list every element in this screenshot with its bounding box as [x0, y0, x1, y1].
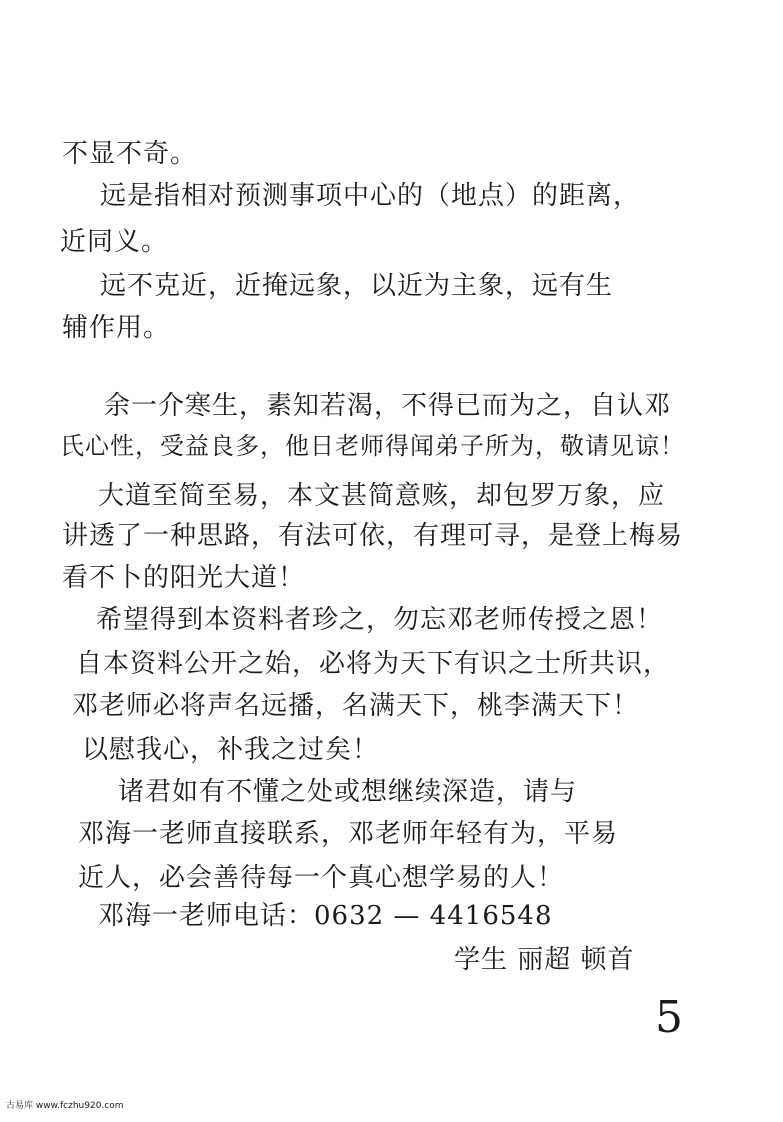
watermark-footer: [6, 1100, 124, 1112]
signature-line: 学生 丽超 顿首: [454, 945, 635, 975]
text-line: 希望得到本资料者珍之，勿忘邓老师传授之恩！: [96, 605, 664, 635]
text-line: 邓海一老师直接联系，邓老师年轻有为，平易: [78, 819, 619, 849]
text-line: 辅作用。: [62, 313, 171, 343]
text-line: 不显不奇。: [62, 139, 198, 169]
text-line: 看不卜的阳光大道！: [62, 563, 306, 593]
page-number: 5: [655, 992, 683, 1043]
text-line: 以慰我心，补我之过矣！: [82, 735, 380, 765]
text-line: 远不克近，近掩远象，以近为主象，远有生: [100, 271, 614, 301]
text-line: 近同义。: [60, 227, 169, 257]
text-line: 自本资料公开之始，必将为天下有识之士所共识，: [76, 649, 671, 679]
phone-line: 邓海一老师电话：0632 — 4416548: [98, 901, 553, 931]
text-line: 余一介寒生，素知若渴，不得已而为之，自认邓: [104, 391, 672, 421]
text-line: 邓老师必将声名远播，名满天下，桃李满天下！: [72, 691, 640, 721]
text-line: 氏心性，受益良多，他日老师得闻弟子所为，敬请见谅！: [60, 432, 685, 460]
text-line: 讲透了一种思路，有法可依，有理可寻，是登上梅易: [62, 521, 684, 551]
text-line: 诸君如有不懂之处或想继续深造，请与: [118, 777, 578, 807]
text-line: 近人，必会善待每一个真心想学易的人！: [78, 863, 565, 893]
text-line: 远是指相对预测事项中心的（地点）的距离，: [100, 181, 641, 211]
footer-url[interactable]: www.fczhu920.com: [35, 1101, 124, 1111]
footer-site-name: 古易库: [6, 1101, 34, 1111]
text-line: 大道至简至易，本文甚简意赅，却包罗万象，应: [98, 481, 666, 511]
